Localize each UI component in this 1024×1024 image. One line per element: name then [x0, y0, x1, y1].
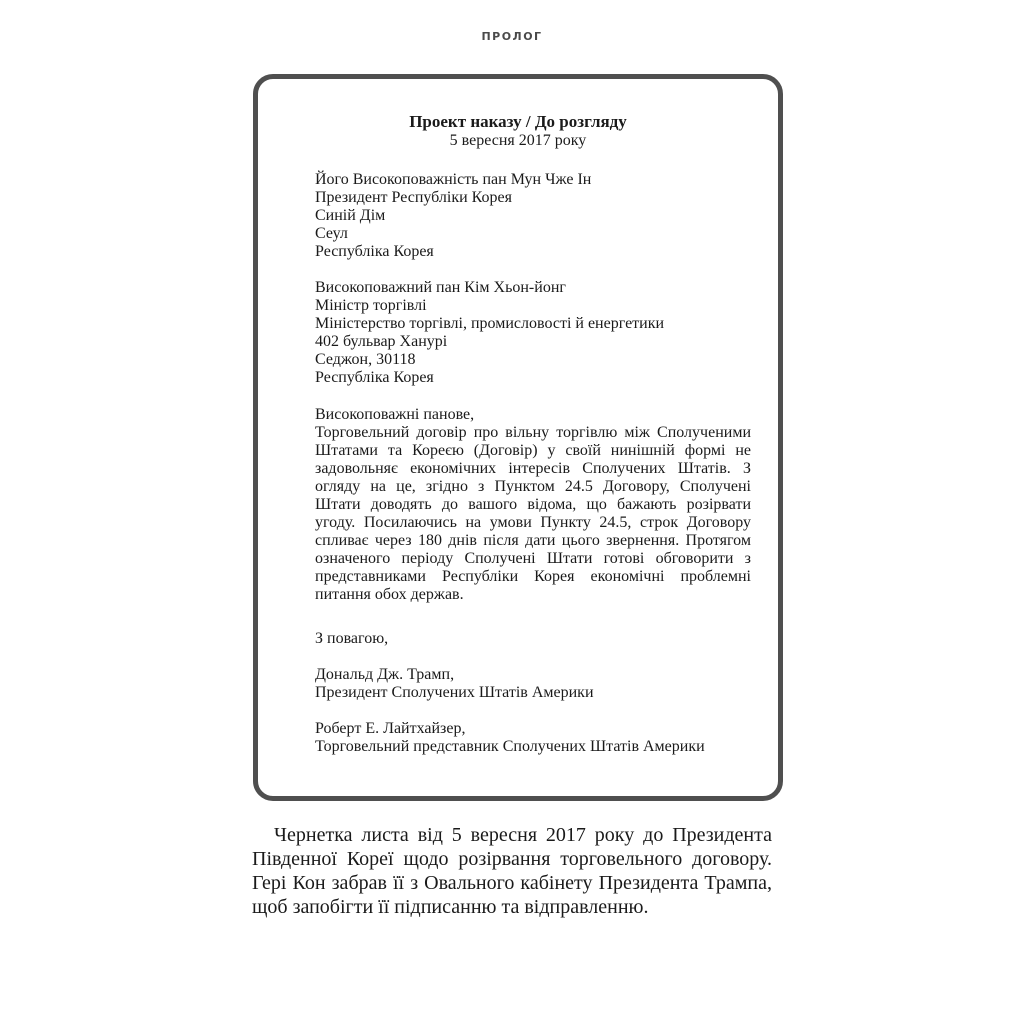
- signer-title: Торговельний представник Сполучених Штатів Америки: [315, 738, 705, 755]
- signer-title: Президент Сполучених Штатів Америки: [315, 684, 594, 701]
- address-line: Президент Республіки Корея: [315, 189, 513, 206]
- letter-title: Проект наказу / До розгляду: [409, 112, 627, 131]
- running-head: ПРОЛОГ: [481, 30, 543, 43]
- recipient-address-1: [315, 171, 751, 261]
- letter-frame: [253, 74, 783, 801]
- address-line: 402 бульвар Ханурі: [315, 333, 448, 350]
- letter-heading: [258, 112, 778, 150]
- address-line: Синій Дім: [315, 207, 386, 224]
- address-line: Міністр торгівлі: [315, 297, 427, 314]
- address-line: Високоповажний пан Кім Хьон-йонг: [315, 279, 566, 296]
- letter-salutation: Високоповажні панове,: [315, 406, 475, 423]
- signer-name: Дональд Дж. Трамп,: [315, 666, 455, 683]
- signature-block-2: [315, 720, 751, 756]
- address-line: Республіка Корея: [315, 369, 434, 386]
- figure-caption: Чернетка листа від 5 вересня 2017 року до Президента Південної Кореї щодо розірвання торговельного договору. Гері Кон забрав її з Овального кабінету Президента Трампа, щоб запобігти її підписанню та відправленню.: [252, 824, 772, 918]
- address-line: Республіка Корея: [315, 243, 434, 260]
- address-line: Його Високоповажність пан Мун Чже Ін: [315, 171, 592, 188]
- address-line: Міністерство торгівлі, промисловості й енергетики: [315, 315, 665, 332]
- letter-date: 5 вересня 2017 року: [449, 132, 587, 149]
- address-line: Сеул: [315, 225, 348, 242]
- letter-body: Торговельний договір про вільну торгівлю між Сполученими Штатами та Кореєю (Договір) у своїй нинішній формі не задовольняє економічних інтересів Сполучених Штатів. З огляду на це, згідно з Пунктом 24.5 Договору, Сполучені Штати доводять до вашого відома, що бажають розірвати угоду. Посилаючись на умови Пункту 24.5, строк Договору спливає через 180 днів після дати цього звернення. Протягом означеного періоду Сполучені Штати готові обговорити з представниками Республіки Корея економічні проблемні питання обох держав.: [315, 424, 751, 603]
- letter-closing: З повагою,: [315, 630, 389, 647]
- signer-name: Роберт Е. Лайтхайзер,: [315, 720, 466, 737]
- signature-block-1: [315, 666, 751, 702]
- address-line: Седжон, 30118: [315, 351, 416, 368]
- recipient-address-2: [315, 279, 751, 387]
